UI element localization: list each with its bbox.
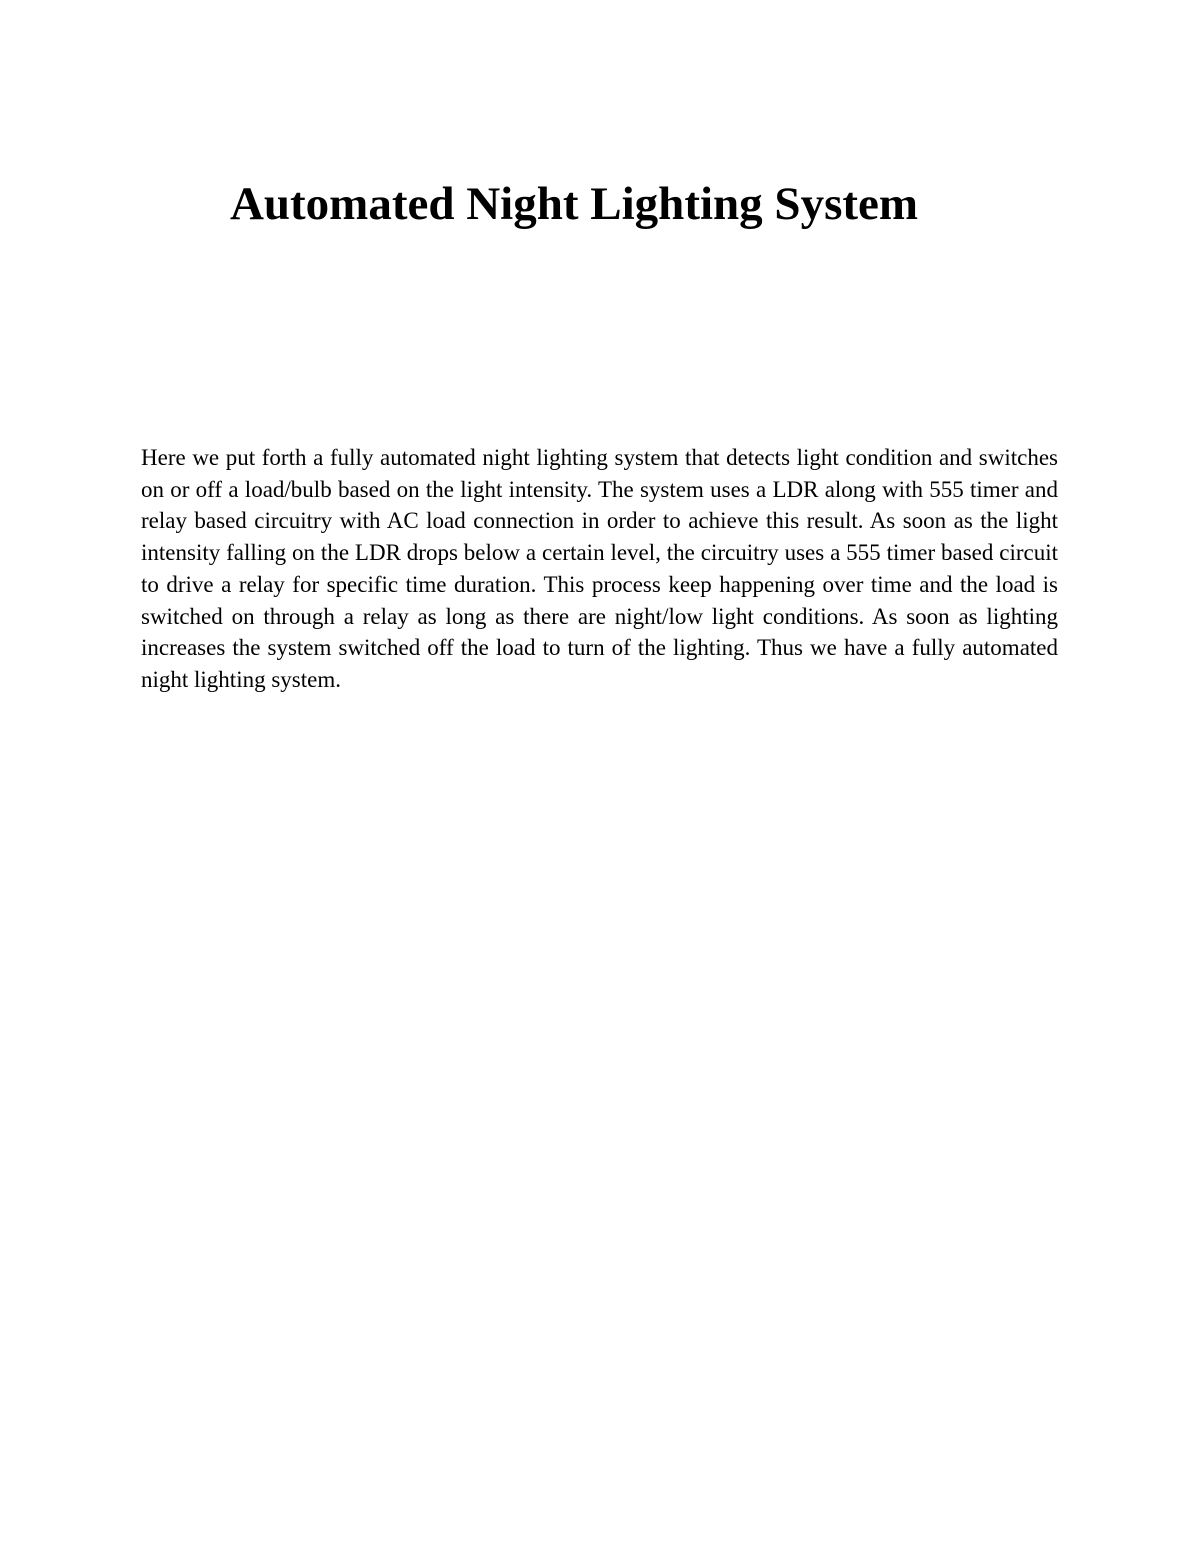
document-title: Automated Night Lighting System xyxy=(229,178,919,230)
document-body-paragraph: Here we put forth a fully automated night lighting system that detects light condition and switches on or off a load/bulb based on the light intensity. The system uses a LDR along with 555 timer and relay based circuitry with AC load connection in order to achieve this result. As soon as the light intensity falling on the LDR drops below a certain level, the circuitry uses a 555 timer based circuit to drive a relay for specific time duration. This process keep happening over time and the load is switched on through a relay as long as there are night/low light conditions. As soon as lighting increases the system switched off the load to turn of the lighting. Thus we have a fully automated night lighting system. xyxy=(141,445,1058,692)
